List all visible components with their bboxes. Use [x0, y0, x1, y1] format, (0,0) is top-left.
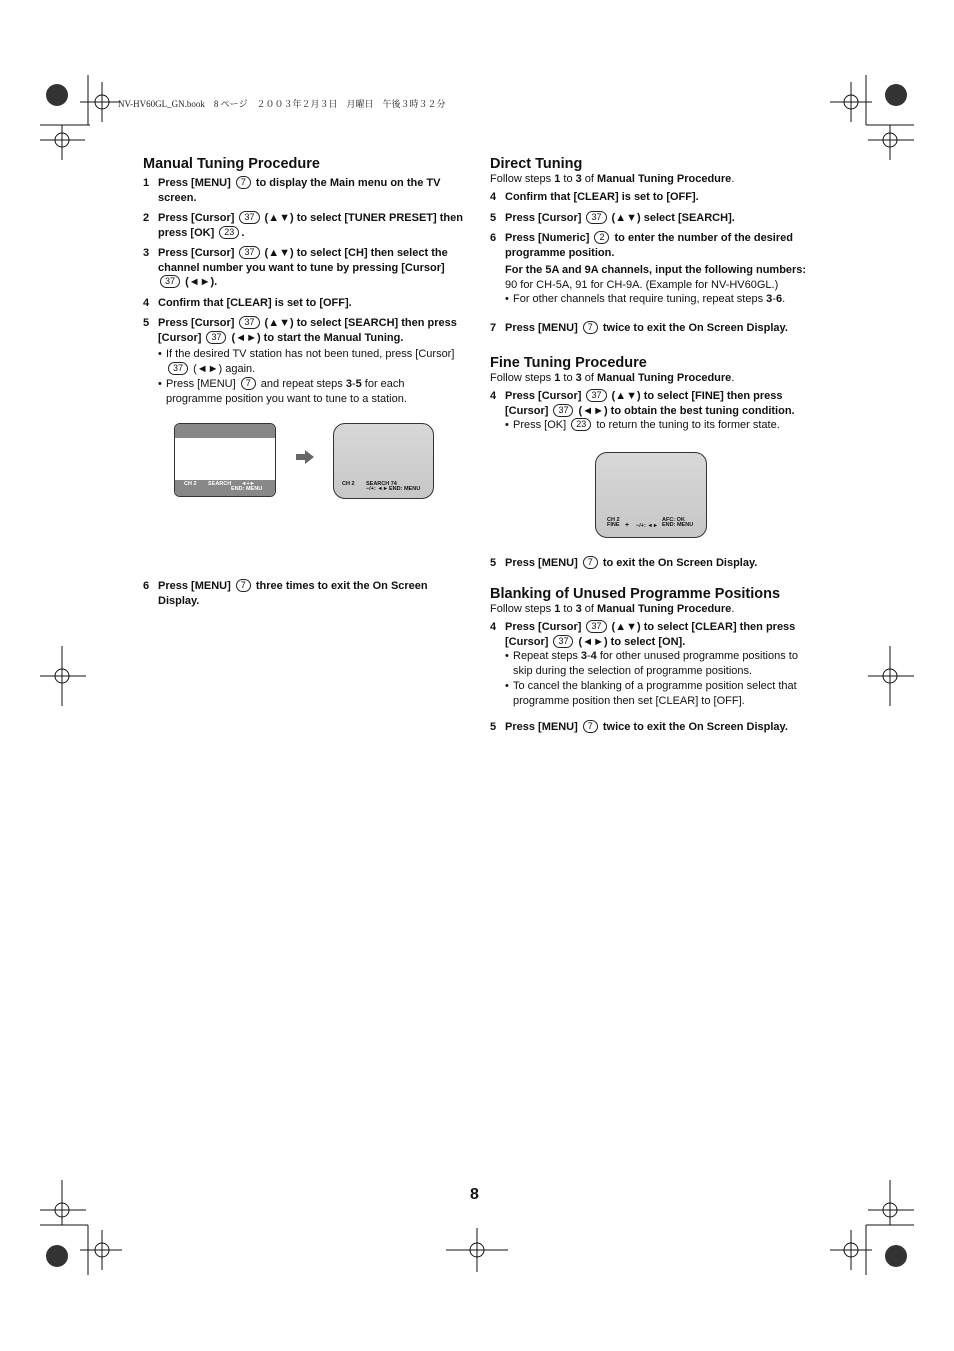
step-item — [143, 246, 463, 290]
bullet-dot: • — [505, 293, 509, 305]
text-run: - — [587, 650, 591, 662]
procedure-ref: Manual Tuning Procedure — [597, 603, 732, 615]
text-run: to return the tuning to its former state. — [593, 419, 780, 431]
text-run: . — [241, 226, 245, 239]
step-ref: 3 — [575, 173, 582, 185]
text-run: . — [731, 372, 735, 384]
button-code-badge: 37 — [239, 316, 259, 329]
button-code-badge: 7 — [583, 321, 598, 334]
screen2-ch: CH 2 — [342, 481, 355, 487]
fine-intro — [490, 372, 820, 384]
bullet-text — [166, 347, 463, 376]
screen1-end: END: MENU — [231, 486, 263, 492]
fine-screen-afc: AFC: OK — [662, 516, 685, 523]
button-code-badge: 7 — [236, 176, 251, 189]
text-run: Press [MENU] — [505, 721, 581, 733]
text-run: to — [560, 603, 576, 615]
text-run: Follow steps — [490, 603, 555, 615]
fine-screen-end: END: MENU — [662, 521, 694, 528]
step-text — [158, 176, 463, 205]
text-run: To cancel the blanking of a programme position select that programme position then set [CLEAR] to [OFF]. — [513, 680, 797, 707]
button-code-badge: 37 — [239, 246, 259, 259]
text-run: Press [MENU] — [166, 378, 239, 390]
step-text — [505, 190, 820, 205]
text-run: (▲▼) to select [SEARCH] then press [Cursor] — [158, 317, 457, 344]
fine-step-4 — [490, 389, 820, 418]
text-run: Press [MENU] — [158, 177, 234, 189]
text-run: (▲▼) to select [TUNER PRESET] then press [OK] — [158, 212, 463, 239]
text-run: If the desired TV station has not been tuned, press [Cursor] — [166, 348, 455, 360]
text-run: for each programme position you want to tune to a station. — [166, 378, 407, 405]
step-ref: 6 — [775, 293, 783, 305]
text-run: (▲▼) select [SEARCH]. — [608, 211, 735, 224]
text-run: of — [581, 173, 598, 185]
button-code-badge: 37 — [586, 389, 606, 402]
manual-step-6 — [143, 579, 463, 608]
button-code-badge: 7 — [583, 556, 598, 569]
button-code-badge: 37 — [239, 211, 259, 224]
fine-note — [490, 418, 820, 433]
fine-tuning-title: Fine Tuning Procedure — [490, 355, 647, 371]
button-code-badge: 37 — [206, 331, 226, 344]
step-number: 5 — [490, 556, 497, 569]
bullet-dot: • — [158, 378, 162, 390]
step-item — [490, 620, 820, 649]
step-text — [505, 389, 820, 418]
step-text — [505, 720, 820, 735]
step-number: 4 — [143, 296, 150, 309]
step-text — [158, 316, 463, 345]
step-text — [505, 620, 820, 649]
step-item — [490, 211, 820, 226]
manual-steps-list — [143, 176, 463, 345]
step-number: 4 — [490, 390, 497, 402]
button-code-badge: 7 — [241, 377, 256, 390]
manual-step5-notes — [143, 347, 463, 406]
step-ref: 5 — [355, 378, 362, 390]
bullet-dot: • — [505, 419, 509, 431]
fine-tuning-section — [490, 355, 820, 570]
screen1-ch: CH 2 — [184, 481, 197, 487]
step-item — [143, 176, 463, 205]
direct-note — [505, 263, 820, 292]
text-run: . — [731, 173, 735, 185]
bullet-item — [505, 418, 820, 433]
direct-intro — [490, 173, 820, 185]
step-text — [505, 321, 820, 336]
bullet-text — [166, 377, 463, 406]
tv-screen-fine — [595, 452, 707, 538]
button-code-badge: 37 — [168, 362, 188, 375]
text-run: twice to exit the On Screen Display. — [599, 721, 788, 733]
step-ref: 3 — [580, 650, 587, 662]
text-run: Confirm that [CLEAR] is set to [OFF]. — [158, 296, 352, 309]
step-ref: 3 — [575, 603, 582, 615]
text-run: Follow steps — [490, 372, 555, 384]
step-item — [143, 211, 463, 240]
text-run: to display the Main menu on the TV screen. — [158, 177, 441, 204]
step-item — [143, 296, 463, 311]
step-item — [490, 321, 820, 336]
button-code-badge: 7 — [583, 720, 598, 733]
step-text — [505, 556, 820, 571]
button-code-badge: 37 — [586, 620, 606, 633]
blanking-step-5 — [490, 720, 820, 735]
manual-tuning-title: Manual Tuning Procedure — [143, 156, 320, 172]
text-run: twice to exit the On Screen Display. — [599, 321, 788, 334]
text-run: to — [560, 372, 576, 384]
blanking-notes — [490, 649, 820, 708]
text-run: Press [Cursor] — [158, 247, 238, 259]
step-number: 5 — [490, 721, 497, 733]
bullet-item — [158, 377, 463, 406]
bullet-dot: • — [505, 650, 509, 662]
screen1-search: SEARCH — [208, 481, 232, 487]
step-item — [143, 316, 463, 345]
text-run: (◄►) again. — [190, 362, 256, 375]
step-ref: 1 — [554, 372, 561, 384]
page-number: 8 — [470, 1186, 479, 1203]
fine-screen-controls: −/+: ◄► — [636, 522, 659, 529]
bullet-text — [513, 679, 820, 708]
blanking-step-4 — [490, 620, 820, 649]
step-number: 2 — [143, 212, 150, 224]
direct-note-bold: For the 5A and 9A channels, input the following numbers: — [505, 264, 807, 276]
screen-illustrations — [143, 407, 463, 579]
step-ref: 3 — [766, 293, 773, 305]
step-number: 1 — [143, 177, 150, 189]
screen-menu-bar — [175, 424, 275, 438]
step-number: 5 — [490, 211, 497, 224]
text-run: Press [Cursor] — [505, 621, 585, 633]
button-code-badge: 37 — [553, 635, 573, 648]
step-number: 4 — [490, 191, 497, 203]
bullet-item — [505, 679, 820, 708]
step-ref: 1 — [554, 173, 561, 185]
text-run: Press [MENU] — [158, 580, 234, 592]
text-run: Repeat steps — [513, 650, 581, 662]
direct-tuning-title: Direct Tuning — [490, 156, 583, 172]
direct-tuning-section — [490, 156, 820, 335]
step-item — [490, 389, 820, 418]
bullet-item — [505, 649, 820, 678]
step-text — [158, 246, 463, 290]
text-run: to — [560, 173, 576, 185]
text-run: Confirm that [CLEAR] is set to [OFF]. — [505, 191, 699, 203]
step-number: 3 — [143, 247, 150, 259]
step-item — [490, 190, 820, 205]
step-number: 6 — [143, 580, 150, 592]
blanking-intro — [490, 603, 820, 615]
bullet-text — [513, 418, 780, 433]
step-number: 7 — [490, 321, 497, 334]
right-column — [490, 156, 820, 741]
file-header-line: NV-HV60GL_GN.book 8 ページ ２００３年２月３日 月曜日 午後３時３２分 — [118, 99, 446, 109]
button-code-badge: 37 — [586, 211, 606, 224]
text-run: (◄►) to start the Manual Tuning. — [228, 331, 404, 344]
text-run: (◄►) to obtain the best tuning condition. — [575, 404, 795, 417]
step-ref: 1 — [554, 603, 561, 615]
text-run: (◄►). — [182, 276, 218, 288]
direct-note-line: 90 for CH-5A, 91 for CH-9A. (Example for NV-HV60GL.) — [505, 278, 779, 291]
direct-steps-list — [490, 190, 820, 260]
text-run: (▲▼) to select [CLEAR] then press [Cursor] — [505, 621, 796, 648]
step-item — [143, 579, 463, 608]
text-run: Press [Numeric] — [505, 232, 593, 244]
button-code-badge: 7 — [236, 579, 251, 592]
text-run: Press [MENU] — [505, 321, 581, 334]
bullet-dot: • — [158, 348, 162, 360]
tv-screen-before — [174, 423, 276, 497]
text-run: Press [Cursor] — [505, 390, 585, 402]
fine-screen-fine: FINE — [607, 521, 620, 528]
text-run: Press [Cursor] — [158, 212, 238, 224]
step-item — [490, 231, 820, 260]
text-run: (▲▼) to select [CH] then select the channel number you want to tune by pressing [Cursor] — [158, 247, 448, 274]
bullet-item — [158, 347, 463, 376]
fine-screen-ch: CH 2 — [607, 516, 620, 523]
step-ref: 3 — [575, 372, 582, 384]
bullet-dot: • — [505, 680, 509, 692]
screen2-controls: −/+: ◄► — [366, 486, 389, 492]
screen2-search: SEARCH 74 — [366, 481, 397, 487]
bullet-text — [513, 649, 820, 678]
text-run: of — [581, 372, 598, 384]
step-item — [490, 556, 820, 571]
direct-step-7 — [490, 321, 820, 336]
text-run: to enter the number of the desired programme position. — [505, 232, 793, 259]
step-ref: 4 — [590, 650, 597, 662]
screen1-arrows: ◄+► — [241, 481, 256, 487]
step-text — [158, 296, 463, 311]
step-number: 5 — [143, 317, 150, 329]
text-run: - — [351, 378, 356, 390]
screen2-end: END: MENU — [389, 486, 421, 492]
tv-screen-after — [333, 423, 434, 499]
procedure-ref: Manual Tuning Procedure — [597, 372, 732, 384]
arrow-right-icon — [296, 450, 314, 469]
text-run: (▲▼) to select [FINE] then press [Cursor] — [505, 390, 783, 417]
fine-screen-plus: + — [625, 521, 630, 529]
button-code-badge: 2 — [594, 231, 609, 244]
text-run: three times to exit the On Screen Display. — [158, 580, 428, 607]
manual-tuning-section — [143, 156, 463, 614]
text-run: Press [MENU] — [505, 556, 581, 569]
text-run: Follow steps — [490, 173, 555, 185]
text-run: (◄►) to select [ON]. — [575, 635, 686, 648]
button-code-badge: 37 — [160, 275, 180, 288]
step-text — [158, 579, 463, 608]
blanking-title: Blanking of Unused Programme Positions — [490, 586, 781, 602]
text-run: Press [Cursor] — [505, 211, 585, 224]
bullet-text — [513, 292, 785, 307]
bullet-item — [505, 292, 820, 307]
step-text — [505, 231, 820, 260]
direct-note-bullet — [490, 292, 820, 307]
button-code-badge: 23 — [571, 418, 591, 431]
fine-screen-area — [490, 434, 820, 556]
text-run: Press [Cursor] — [158, 317, 238, 329]
text-run: of — [581, 603, 598, 615]
step-text — [505, 211, 820, 226]
text-run: . — [782, 293, 786, 305]
step-text — [158, 211, 463, 240]
text-run: . — [731, 603, 735, 615]
button-code-badge: 37 — [553, 404, 573, 417]
text-run: and repeat steps — [257, 378, 346, 390]
step-item — [490, 720, 820, 735]
step-number: 4 — [490, 621, 497, 633]
text-run: to exit the On Screen Display. — [599, 556, 758, 569]
blanking-section — [490, 586, 820, 735]
text-run: for other unused programme positions to skip during the selection of programme positions. — [513, 650, 798, 677]
procedure-ref: Manual Tuning Procedure — [597, 173, 732, 185]
text-run: Press [OK] — [513, 419, 570, 431]
text-run: - — [772, 293, 776, 305]
step-number: 6 — [490, 232, 497, 244]
text-run: For other channels that require tuning, repeat steps — [513, 293, 767, 305]
step-ref: 3 — [345, 378, 352, 390]
button-code-badge: 23 — [219, 226, 239, 239]
fine-step-5 — [490, 556, 820, 571]
